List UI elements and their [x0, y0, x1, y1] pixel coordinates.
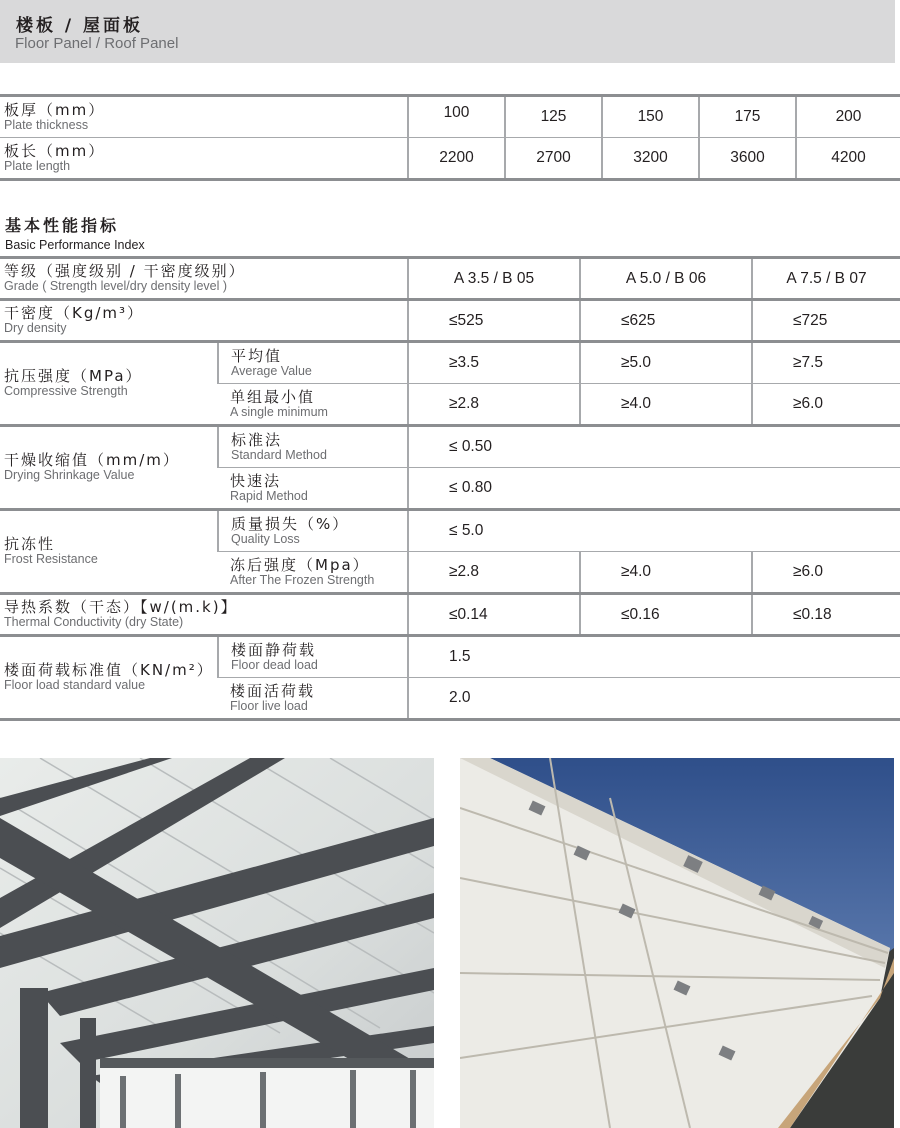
- load-label-en: Floor load standard value: [4, 678, 146, 693]
- floor-installation-photo: [0, 758, 434, 1128]
- average-value: ≥3.5: [408, 342, 580, 384]
- length-label-en: Plate length: [4, 158, 71, 173]
- frost-label-zh: 抗冻性: [4, 535, 56, 554]
- frozen-strength-value: ≥6.0: [752, 552, 900, 594]
- thickness-value: 200: [796, 96, 900, 138]
- load-dead-row: [0, 636, 900, 678]
- load-label-zh: 楼面荷载标准值（KN/m²）: [4, 661, 214, 680]
- frozen-strength-value: ≥4.0: [580, 552, 752, 594]
- grade-value: A 7.5 / B 07: [752, 258, 900, 300]
- thermal-value: ≤0.18: [752, 594, 900, 636]
- rapid-method-value: ≤ 0.80: [408, 468, 900, 510]
- performance-table: [0, 256, 900, 721]
- thickness-value: 150: [602, 96, 699, 138]
- grade-row: [0, 258, 900, 300]
- live-load-value: 2.0: [408, 678, 900, 720]
- length-value: 4200: [796, 138, 900, 180]
- length-label-zh: 板长（mm）: [4, 141, 106, 160]
- thickness-value: 175: [699, 96, 796, 138]
- average-value: ≥5.0: [580, 342, 752, 384]
- thermal-value: ≤0.14: [408, 594, 580, 636]
- live-load-label-zh: 楼面活荷载: [230, 681, 316, 700]
- frost-label-en: Frost Resistance: [4, 552, 98, 567]
- frozen-strength-label-zh: 冻后强度（Mpa）: [230, 555, 370, 574]
- thickness-value: 100: [408, 96, 505, 138]
- density-value: ≤725: [752, 300, 900, 342]
- header-title-zh: 楼板 / 屋面板: [16, 16, 144, 36]
- quality-loss-value: ≤ 5.0: [408, 510, 900, 552]
- standard-method-label-zh: 标准法: [231, 430, 283, 449]
- grade-label-zh: 等级（强度级别 / 干密度级别）: [4, 262, 246, 281]
- length-value: 3200: [602, 138, 699, 180]
- minimum-value: ≥2.8: [408, 384, 580, 426]
- performance-section-title: [5, 213, 145, 252]
- compressive-average-row: [0, 342, 900, 384]
- length-row: [0, 138, 900, 180]
- standard-method-label-en: Standard Method: [231, 447, 327, 462]
- minimum-label-en: A single minimum: [230, 404, 328, 419]
- minimum-value: ≥4.0: [580, 384, 752, 426]
- thermal-row: [0, 594, 900, 636]
- header-title-en: Floor Panel / Roof Panel: [15, 35, 179, 52]
- compressive-label-en: Compressive Strength: [4, 384, 128, 399]
- thickness-label-en: Plate thickness: [4, 117, 89, 132]
- length-value: 2200: [408, 138, 505, 180]
- thermal-label-en: Thermal Conductivity (dry State): [4, 615, 184, 630]
- thickness-value: 125: [505, 96, 602, 138]
- standard-method-value: ≤ 0.50: [408, 426, 900, 468]
- average-value: ≥7.5: [752, 342, 900, 384]
- compressive-label-zh: 抗压强度（MPa）: [4, 367, 143, 386]
- thickness-row: [0, 96, 900, 138]
- dead-load-label-en: Floor dead load: [231, 657, 318, 672]
- thermal-label-zh: 导热系数（干态）【w/(m.k)】: [4, 598, 238, 617]
- minimum-value: ≥6.0: [752, 384, 900, 426]
- dead-load-value: 1.5: [408, 636, 900, 678]
- length-value: 2700: [505, 138, 602, 180]
- frozen-strength-value: ≥2.8: [408, 552, 580, 594]
- average-label-en: Average Value: [231, 363, 312, 378]
- spec-table: [0, 94, 900, 181]
- live-load-label-en: Floor live load: [230, 698, 308, 713]
- rapid-method-label-en: Rapid Method: [230, 488, 308, 503]
- performance-title-zh: 基本性能指标: [5, 216, 120, 235]
- density-label-en: Dry density: [4, 321, 67, 336]
- frost-loss-row: [0, 510, 900, 552]
- page-header: [0, 0, 895, 63]
- rapid-method-label-zh: 快速法: [230, 471, 282, 490]
- thermal-value: ≤0.16: [580, 594, 752, 636]
- shrinkage-standard-row: [0, 426, 900, 468]
- roof-installation-photo: [460, 758, 894, 1128]
- performance-title-en: Basic Performance Index: [5, 238, 145, 252]
- length-value: 3600: [699, 138, 796, 180]
- grade-label-en: Grade ( Strength level/dry density level ): [4, 279, 228, 294]
- density-value: ≤625: [580, 300, 752, 342]
- dead-load-label-zh: 楼面静荷载: [231, 640, 317, 659]
- average-label-zh: 平均值: [231, 346, 283, 365]
- quality-loss-label-zh: 质量损失（%）: [231, 514, 350, 533]
- minimum-label-zh: 单组最小值: [230, 387, 316, 406]
- grade-value: A 3.5 / B 05: [408, 258, 580, 300]
- density-row: [0, 300, 900, 342]
- shrinkage-label-zh: 干燥收缩值（mm/m）: [4, 451, 180, 470]
- shrinkage-label-en: Drying Shrinkage Value: [4, 468, 135, 483]
- grade-value: A 5.0 / B 06: [580, 258, 752, 300]
- density-label-zh: 干密度（Kg/m³）: [4, 304, 145, 323]
- frozen-strength-label-en: After The Frozen Strength: [230, 572, 375, 587]
- thickness-label-zh: 板厚（mm）: [4, 100, 106, 119]
- quality-loss-label-en: Quality Loss: [231, 531, 300, 546]
- density-value: ≤525: [408, 300, 580, 342]
